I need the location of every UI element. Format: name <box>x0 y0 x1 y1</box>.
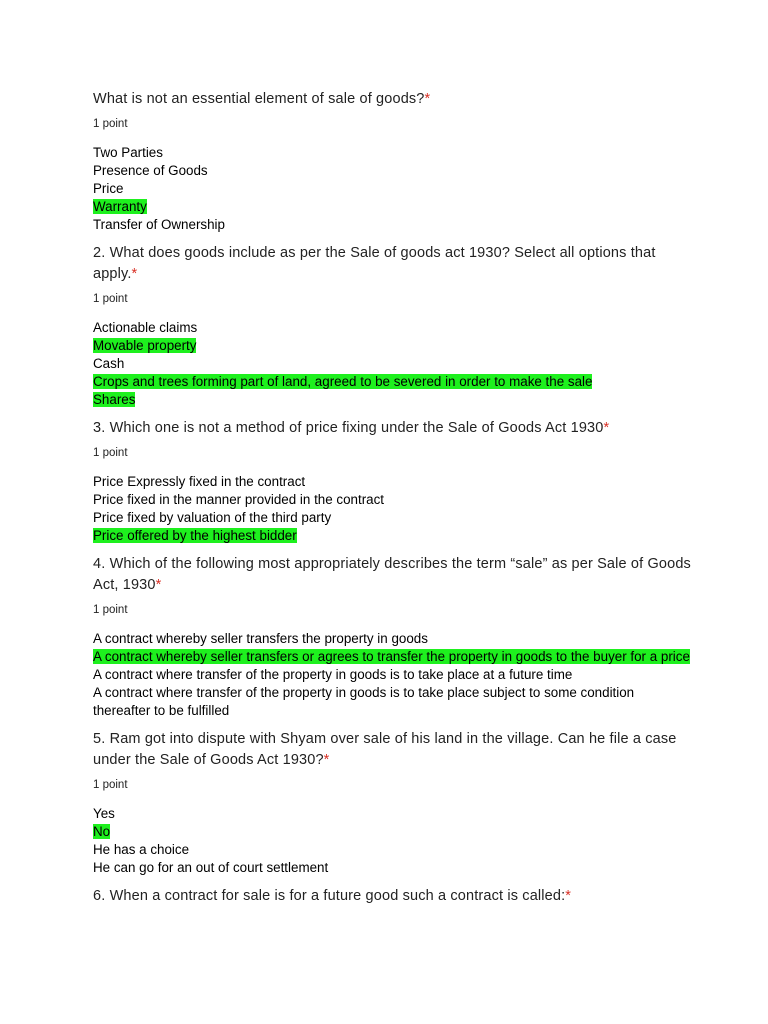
question-text: 3. Which one is not a method of price fixing under the Sale of Goods Act 1930* <box>93 420 610 436</box>
question-points: 1 point <box>93 447 128 459</box>
option-list <box>93 473 693 545</box>
option-item: Price fixed in the manner provided in the contract <box>93 492 385 507</box>
option-item: Two Parties <box>93 145 163 160</box>
question-text: 2. What does goods include as per the Sale of goods act 1930? Select all options that apply.* <box>93 245 656 282</box>
option-item: Cash <box>93 356 125 371</box>
required-marker: * <box>565 888 572 904</box>
question-block <box>93 89 693 234</box>
option-list <box>93 630 693 720</box>
option-item-correct: Crops and trees forming part of land, agreed to be severed in order to make the sale <box>93 374 593 389</box>
required-marker: * <box>424 91 431 107</box>
question-block <box>93 886 693 907</box>
question-block <box>93 243 693 409</box>
question-block <box>93 418 693 545</box>
option-item-correct: Movable property <box>93 338 197 353</box>
option-list <box>93 144 693 234</box>
quiz-content <box>93 89 693 907</box>
option-item: Price fixed by valuation of the third party <box>93 510 332 525</box>
option-item-correct: Price offered by the highest bidder <box>93 528 297 543</box>
question-block <box>93 554 693 720</box>
option-item: Price Expressly fixed in the contract <box>93 474 306 489</box>
option-item: Price <box>93 181 124 196</box>
question-text: 5. Ram got into dispute with Shyam over sale of his land in the village. Can he file a case under the Sale of Goods Act 1930?* <box>93 731 677 768</box>
option-item: A contract where transfer of the property in goods is to take place subject to some condition thereafter to be fulfilled <box>93 685 635 718</box>
required-marker: * <box>603 420 610 436</box>
option-item-correct: A contract whereby seller transfers or agrees to transfer the property in goods to the buyer for a price <box>93 649 690 664</box>
option-item: A contract where transfer of the property in goods is to take place at a future time <box>93 667 573 682</box>
option-item: Yes <box>93 806 115 821</box>
option-item-correct: Warranty <box>93 199 147 214</box>
question-block <box>93 729 693 877</box>
option-item: He can go for an out of court settlement <box>93 860 329 875</box>
question-points: 1 point <box>93 293 128 305</box>
question-points: 1 point <box>93 118 128 130</box>
required-marker: * <box>323 752 330 768</box>
option-item: Transfer of Ownership <box>93 217 225 232</box>
question-text: What is not an essential element of sale of goods?* <box>93 91 431 107</box>
question-text: 6. When a contract for sale is for a future good such a contract is called:* <box>93 888 572 904</box>
option-item: Actionable claims <box>93 320 198 335</box>
option-list <box>93 319 693 409</box>
option-item: Presence of Goods <box>93 163 208 178</box>
required-marker: * <box>155 577 162 593</box>
question-points: 1 point <box>93 779 128 791</box>
question-points: 1 point <box>93 604 128 616</box>
question-text: 4. Which of the following most appropriately describes the term “sale” as per Sale of Goods Act, 1930* <box>93 556 691 593</box>
required-marker: * <box>131 266 138 282</box>
option-item: He has a choice <box>93 842 190 857</box>
option-item-correct: Shares <box>93 392 136 407</box>
option-item-correct: No <box>93 824 111 839</box>
option-list <box>93 805 693 877</box>
option-item: A contract whereby seller transfers the property in goods <box>93 631 428 646</box>
